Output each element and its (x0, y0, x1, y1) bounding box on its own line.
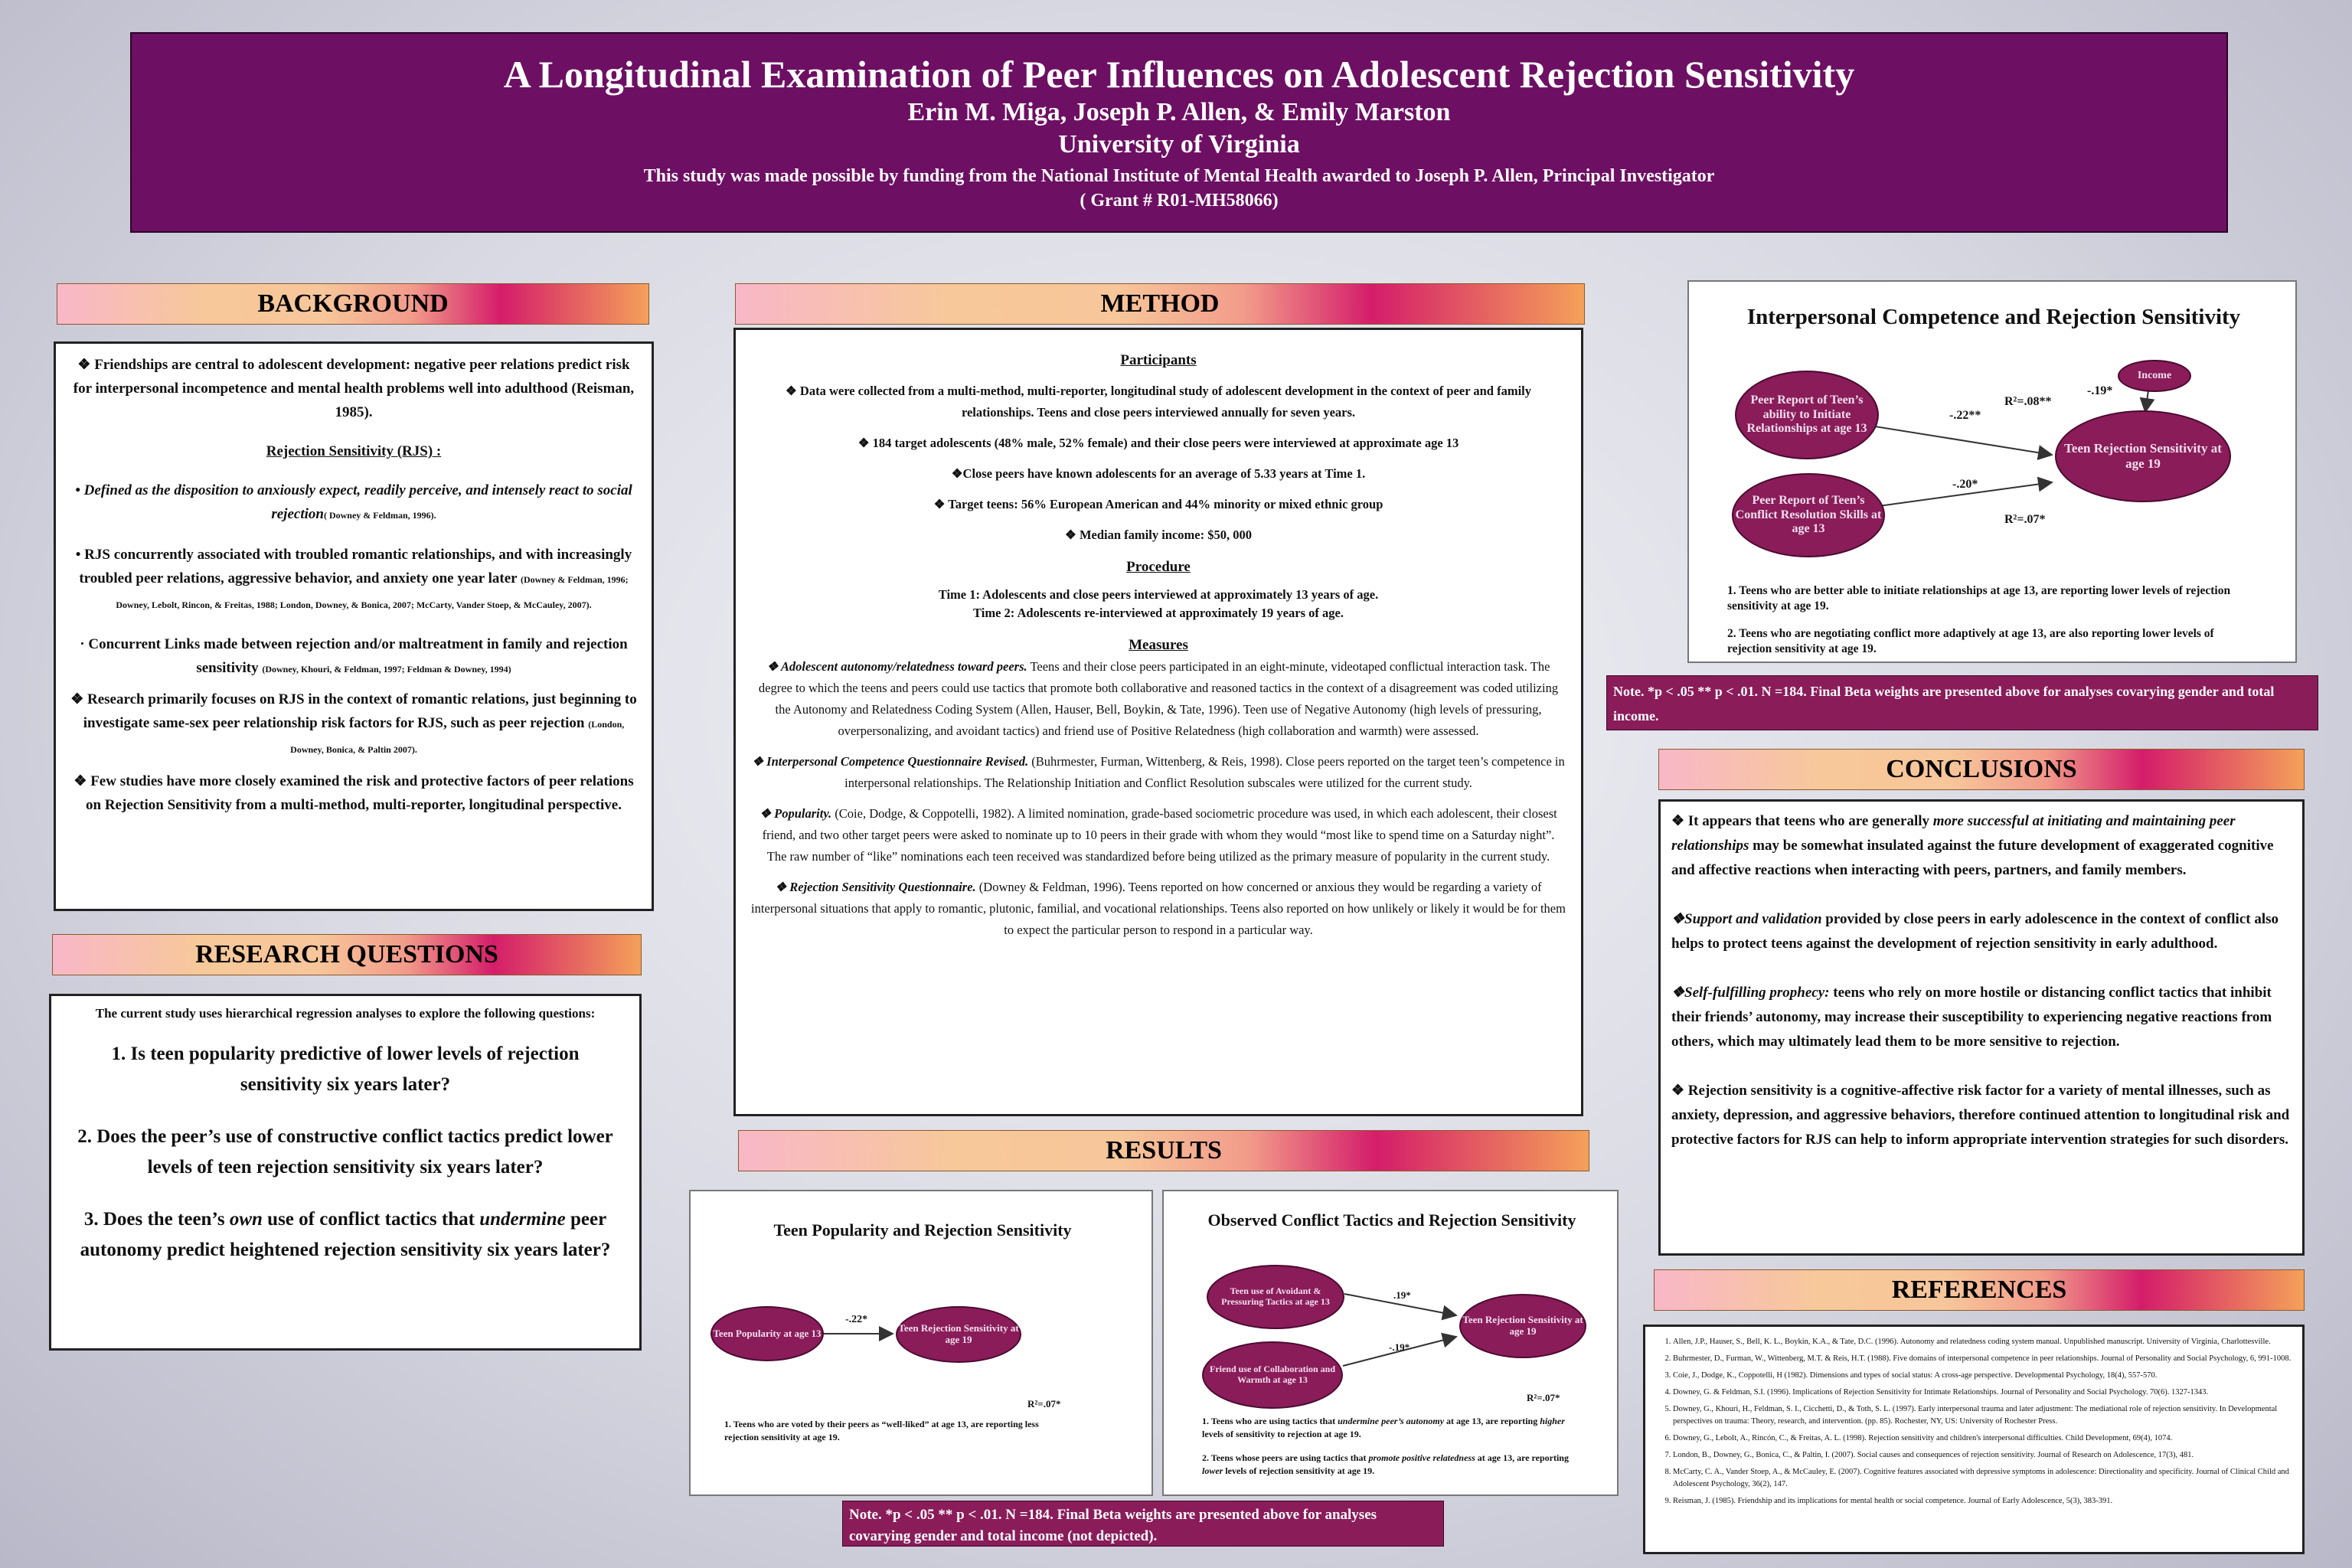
participants-heading: Participants (1120, 352, 1197, 368)
funding-line-1: This study was made possible by funding from the National Institute of Mental Health awarded to Joseph P. Allen, Principal Investigator (643, 166, 1715, 186)
rq-q1: 1. Is teen popularity predictive of lower levels of rejection sensitivity six years later? (111, 1044, 580, 1095)
procedure-2: Time 2: Adolescents re-interviewed at approximately 19 years of age. (973, 606, 1344, 620)
background-p5-cite: (London, Downey, Bonica, & Paltin 2007). (290, 719, 625, 755)
background-p4-text: · Concurrent Links made between rejection and/or maltreatment in family and rejection sensitivity (80, 636, 628, 676)
poster-authors: Erin M. Miga, Joseph P. Allen, & Emily Marston (907, 98, 1451, 126)
conflict-finding-2-em: promote positive relatedness (1368, 1452, 1475, 1463)
rq-q3-undermine: undermine (479, 1209, 566, 1230)
conflict-beta-friend: -.19* (1389, 1341, 1410, 1353)
rjs-heading: Rejection Sensitivity (RJS) : (266, 443, 442, 459)
measure-3 (751, 803, 1566, 867)
poster-funding (132, 164, 2226, 213)
node-friend-collaboration: Friend use of Collaboration and Warmth at age 13 (1202, 1341, 1343, 1409)
competence-beta-income: -.19* (2087, 384, 2113, 397)
background-p5 (70, 688, 638, 762)
measures-heading: Measures (1129, 637, 1188, 653)
reference-item: 6. Downey, G., Lebolt, A., Rincón, C., & Freitas, A. L. (1998). Rejection sensitivity and children's interpersonal difficulties. Child Development, 69(4), 1074. (1673, 1432, 2292, 1445)
node-conflict-resolution: Peer Report of Teen’s Conflict Resolution Skills at age 13 (1732, 473, 1885, 557)
rq-q3 (70, 1204, 621, 1266)
node-conflict-outcome: Teen Rejection Sensitivity at age 19 (1459, 1294, 1586, 1358)
conflict-finding-1 (1202, 1415, 1585, 1441)
conflict-r2: R²=.07* (1527, 1392, 1560, 1403)
poster-university: University of Virginia (1058, 130, 1300, 158)
rq-intro: The current study uses hierarchical regression analyses to explore the following questions: (95, 1006, 596, 1021)
competence-finding-2: 2. Teens who are negotiating conflict more adaptively at age 13, are also reporting lower levels of rejection sensitivity at age 19. (1727, 627, 2214, 655)
method-box (733, 328, 1583, 1116)
rq-q2: 2. Does the peer’s use of constructive conflict tactics predict lower levels of teen rejection sensitivity six years later? (77, 1126, 613, 1178)
node-competence-outcome: Teen Rejection Sensitivity at age 19 (2055, 410, 2231, 502)
conflict-finding-1-b: at age 13, are reporting (1444, 1416, 1540, 1426)
procedure-1: Time 1: Adolescents and close peers interviewed at approximately 13 years of age. (938, 587, 1379, 602)
node-popularity-outcome: Teen Rejection Sensitivity at age 19 (896, 1306, 1021, 1363)
background-p2-text: • Defined as the disposition to anxiously expect, readily perceive, and intensely react to social rejection (75, 482, 632, 522)
background-p2-cite: ( Downey & Feldman, 1996). (323, 510, 436, 521)
conclusions-banner: CONCLUSIONS (1658, 749, 2305, 790)
conflict-finding-1-c: levels of sensitivity to rejection at age 19. (1202, 1429, 1361, 1439)
conflict-finding-2 (1202, 1452, 1585, 1478)
conflict-finding-2-em2: lower (1202, 1465, 1223, 1476)
conclusion-2-em: ❖Support and validation (1671, 911, 1822, 927)
conclusion-1-a: ❖ It appears that teens who are generally (1671, 813, 1933, 829)
reference-list (1656, 1336, 2292, 1508)
background-box (54, 341, 654, 911)
node-teen-popularity: Teen Popularity at age 13 (710, 1306, 824, 1361)
research-questions-banner: RESEARCH QUESTIONS (52, 934, 642, 975)
figure-conflict (1162, 1190, 1619, 1496)
participants-1: ❖ Data were collected from a multi-method, multi-reporter, longitudinal study of adolescent development in the context of peer and family relationships. Teens and close peers interviewed annually for seven years. (786, 384, 1531, 420)
participants-2: ❖ 184 target adolescents (48% male, 52% female) and their close peers were interviewed at approximate age 13 (858, 436, 1459, 450)
reference-item: 1. Allen, J.P., Hauser, S., Bell, K. L., Boykin, K.A., & Tate, D.C. (1996). Autonomy and relatedness coding system manual. Unpublished manuscript. University of Virginia, Charlottesville. (1673, 1336, 2292, 1348)
conflict-title: Observed Conflict Tactics and Rejection Sensitivity (1207, 1210, 1576, 1230)
background-banner: BACKGROUND (57, 283, 649, 325)
competence-title: Interpersonal Competence and Rejection Sensitivity (1746, 305, 2241, 329)
conflict-beta-teen: .19* (1393, 1289, 1411, 1301)
measure-2-text: (Buhrmester, Furman, Wittenberg, & Reis, 1998). Close peers reported on the target teen’s competence in interpersonal relationships. The Relationship Initiation and Conflict Resolution subscales were utilized for the current study. (844, 754, 1565, 790)
method-banner: METHOD (735, 283, 1585, 325)
rq-q3-b: use of conflict tactics that (262, 1209, 480, 1230)
reference-item: 5. Downey, G., Khouri, H., Feldman, S. I., Cicchetti, D., & Toth, S. L. (1997). Early interpersonal trauma and later adjustment: The mediational role of rejection sensitivity. In Developmental perspectives on trauma: Theory, research, and intervention. (pp. 85). Rochester, NY, US: University of Rochester Press. (1673, 1403, 2292, 1428)
background-p6: ❖ Few studies have more closely examined the risk and protective factors of peer relations on Rejection Sensitivity from a multi-method, multi-reporter, longitudinal perspective. (74, 773, 634, 813)
poster-title: A Longitudinal Examination of Peer Influences on Adolescent Rejection Sensitivity (503, 53, 1855, 96)
conflict-finding-1-em: undermine peer’s autonomy (1338, 1416, 1445, 1426)
popularity-finding: 1. Teens who are voted by their peers as “well-liked” at age 13, are reporting less rejection sensitivity at age 19. (724, 1419, 1039, 1442)
competence-finding-1: 1. Teens who are better able to initiate relationships at age 13, are reporting lower levels of rejection sensitivity at age 19. (1727, 584, 2231, 612)
results-banner: RESULTS (738, 1130, 1589, 1171)
conflict-finding-2-a: 2. Teens whose peers are using tactics that (1202, 1452, 1369, 1463)
measure-4-text: (Downey & Feldman, 1996). Teens reported on how concerned or anxious they would be regarding a variety of interpersonal situations that apply to romantic, plutonic, familial, and vocational relationships. Teens also reported on how unlikely or likely it would be for them to expect the particular person to respond in a particular way. (751, 880, 1566, 937)
background-p5-text: ❖ Research primarily focuses on RJS in the context of romantic relations, just beginning to investigate same-sex peer relationship risk factors for RJS, such as peer rejection (70, 691, 637, 731)
conclusion-3-em: ❖Self-fulfilling prophecy: (1671, 985, 1830, 1001)
conclusion-3 (1671, 981, 2292, 1054)
node-income: Income (2118, 360, 2191, 392)
conclusion-3-b: teens who rely on more hostile or distancing conflict tactics that inhibit their friends’ autonomy, may increase their susceptibility to experiencing negative reactions from others, which may ultimately lead them to be more sensitive to rejection. (1671, 985, 2272, 1050)
procedure-heading: Procedure (1126, 559, 1191, 575)
reference-item: 8. McCarty, C. A., Vander Stoep, A., & McCauley, E. (2007). Cognitive features associated with depressive symptoms in adolescence: Directionality and specificity. Journal of Clinical Child and Adolescent Psychology, 36(2), 147. (1673, 1466, 2292, 1491)
measure-1 (751, 656, 1566, 742)
results-note: Note. *p < .05 ** p < .01. N =184. Final Beta weights are presented above for analyses covarying gender and total income (not depicted). (842, 1501, 1444, 1547)
competence-beta-initiate: -.22** (1949, 409, 1981, 422)
background-p4 (70, 632, 638, 681)
measure-3-text: (Coie, Dodge, & Coppotelli, 1982). A limited nomination, grade-based sociometric procedure was used, in which each adolescent, their closest friend, and two other target peers were asked to nominate up to 10 peers in their grade with whom they would “most like to spend time on a Saturday night”. The raw number of “like” nominations each teen received was standardized before being utilized as the primary measure of popularity in the current study. (762, 806, 1557, 864)
popularity-title: Teen Popularity and Rejection Sensitivity (773, 1220, 1072, 1240)
references-box (1643, 1325, 2305, 1554)
reference-item: 9. Reisman, J. (1985). Friendship and its implications for mental health or social competence. Journal of Early Adolescence, 5(3), 383-391. (1673, 1495, 2292, 1508)
poster-header (130, 32, 2228, 233)
conflict-finding-1-em2: higher (1540, 1416, 1565, 1426)
conclusion-1 (1671, 809, 2292, 883)
participants-4: ❖ Target teens: 56% European American and 44% minority or mixed ethnic group (933, 497, 1383, 511)
node-teen-tactics: Teen use of Avoidant & Pressuring Tactics at age 13 (1207, 1265, 1344, 1329)
conflict-finding-1-a: 1. Teens who are using tactics that (1202, 1416, 1338, 1426)
background-p4-cite: (Downey, Khouri, & Feldman, 1997; Feldman & Downey, 1994) (262, 664, 511, 675)
popularity-beta: -.22* (845, 1314, 868, 1325)
participants-5: ❖ Median family income: $50, 000 (1065, 528, 1252, 542)
background-p2 (70, 479, 638, 528)
measure-2 (751, 751, 1566, 794)
measure-2-title: ❖ Interpersonal Competence Questionnaire Revised. (752, 754, 1029, 769)
reference-item: 2. Buhrmester, D., Furman, W., Wittenberg, M.T. & Reis, H.T. (1988). Five domains of interpersonal competence in peer relationships. Journal of Personality and Social Psychology, 6, 991-1008. (1673, 1353, 2292, 1365)
reference-item: 3. Coie, J., Dodge, K., Coppotelli, H (1982). Dimensions and types of social status: A cross-age perspective. Developmental Psychology, 18(4), 557-570. (1673, 1370, 2292, 1382)
references-banner: REFERENCES (1654, 1269, 2305, 1311)
conclusion-1-b: may be somewhat insulated against the future development of exaggerated cognitive and affective reactions when interacting with peers, partners, and family members. (1671, 838, 2274, 878)
figure-competence (1687, 280, 2297, 663)
conflict-finding-2-c: levels of rejection sensitivity at age 19. (1223, 1465, 1375, 1476)
funding-line-2: ( Grant # R01-MH58066) (1080, 191, 1279, 211)
measure-4-title: ❖ Rejection Sensitivity Questionnaire. (775, 880, 976, 894)
competence-r2-bottom: R²=.07* (2004, 513, 2046, 526)
conflict-finding-2-b: at age 13, are reporting (1475, 1452, 1569, 1463)
competence-r2-top: R²=.08** (2004, 395, 2052, 408)
reference-item: 4. Downey, G. & Feldman, S.I. (1996). Implications of Rejection Sensitivity for Intimate Relationships. Journal of Personality and Social Psychology. 70(6). 1327-1343. (1673, 1387, 2292, 1399)
measure-3-title: ❖ Popularity. (760, 806, 832, 821)
rq-q3-own: own (229, 1209, 263, 1230)
rq-q3-c: peer autonomy predict heightened rejection sensitivity six years later? (80, 1209, 611, 1260)
background-p3 (70, 543, 638, 617)
participants-3: ❖Close peers have known adolescents for an average of 5.33 years at Time 1. (951, 466, 1366, 481)
rq-q3-a: 3. Does the teen’s (83, 1209, 230, 1230)
conclusion-2 (1671, 907, 2292, 956)
node-initiate: Peer Report of Teen’s ability to Initiate Relationships at age 13 (1735, 371, 1879, 459)
background-p3-text: • RJS concurrently associated with troubled romantic relationships, and with increasingly troubled peer relations, aggressive behavior, and anxiety one year later (75, 547, 632, 586)
measure-1-title: ❖ Adolescent autonomy/relatedness toward peers. (766, 659, 1027, 674)
background-p1: ❖ Friendships are central to adolescent development: negative peer relations predict risk for interpersonal incompetence and mental health problems well into adulthood (Reisman, 1985). (73, 357, 635, 420)
reference-item: 7. London, B., Downey, G., Bonica, C., & Paltin, I. (2007). Social causes and consequences of rejection sensitivity. Journal of Research on Adolescence, 17(3), 481. (1673, 1449, 2292, 1462)
conclusions-box (1658, 799, 2305, 1256)
competence-income-arrow (2145, 390, 2148, 412)
competence-note: Note. *p < .05 ** p < .01. N =184. Final Beta weights are presented above for analyses covarying gender and total income. (1606, 675, 2318, 730)
measure-1-text: Teens and their close peers participated in an eight-minute, videotaped conflictual interaction task. The degree to which the teens and peers could use tactics that promote both collaborative and reasoned tactics in the context of a disagreement was coded utilizing the Autonomy and Relatedness Coding System (Allen, Hauser, Bell, Boykin, & Tate, 1996). Teen use of Negative Autonomy (high levels of pressuring, overpersonalizing, and avoidant tactics) and friend use of Positive Relatedness (high collaboration and warmth) were assessed. (758, 659, 1559, 738)
figure-popularity (689, 1190, 1153, 1496)
measure-4 (751, 877, 1566, 941)
conclusion-4: ❖ Rejection sensitivity is a cognitive-affective risk factor for a variety of mental illnesses, such as anxiety, depression, and aggressive behaviors, therefore continued attention to longitudinal risk and protective factors for RJS can help to inform appropriate intervention strategies for such disorders. (1671, 1083, 2290, 1148)
background-p3-cite: (Downey & Feldman, 1996; Downey, Lebolt, Rincon, & Freitas, 1988; London, Downey, & Bonica, 2007; McCarty, Vander Stoep, & McCauley, 2007). (116, 574, 629, 610)
research-questions-box (49, 994, 642, 1351)
competence-beta-conflict: -.20* (1952, 478, 1978, 491)
conclusion-1-em: more successful at initiating and maintaining peer relationships (1671, 813, 2236, 854)
conclusion-2-b: provided by close peers in early adolescence in the context of conflict also helps to protect teens against the development of rejection sensitivity in early adulthood. (1671, 911, 2279, 952)
popularity-r2: R²=.07* (1027, 1398, 1061, 1410)
